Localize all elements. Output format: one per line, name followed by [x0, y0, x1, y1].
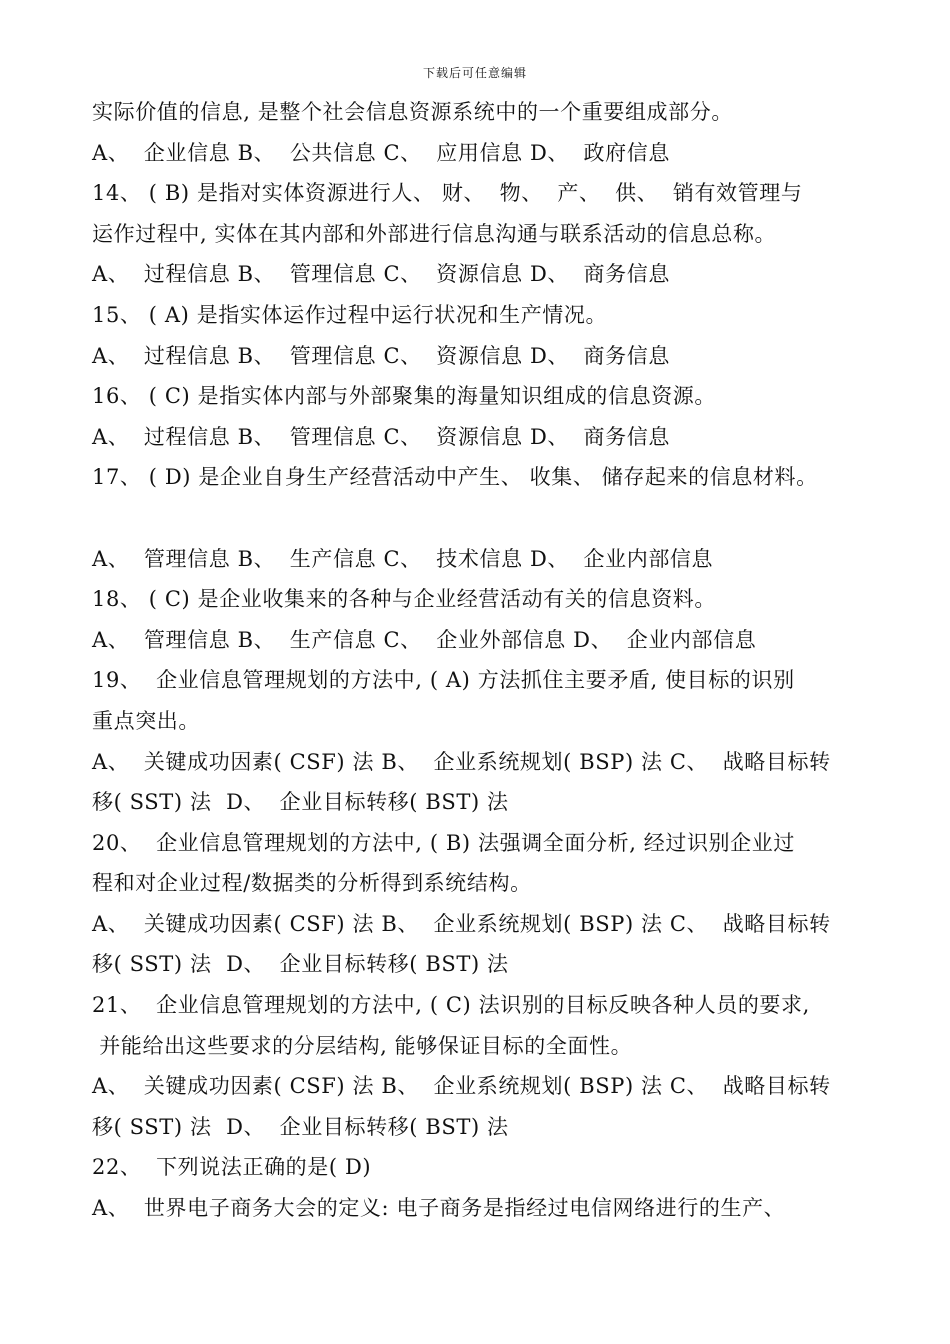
- question-20-line: 20、 企业信息管理规划的方法中, ( B) 法强调全面分析, 经过识别企业过: [92, 830, 795, 855]
- text-line: 运作过程中, 实体在其内部和外部进行信息沟通与联系活动的信息总称。: [92, 221, 777, 246]
- answer-options-line: A、 管理信息 B、 生产信息 C、 技术信息 D、 企业内部信息: [92, 546, 714, 571]
- text-line: 重点突出。: [92, 708, 200, 733]
- answer-options-line: 移( SST) 法 D、 企业目标转移( BST) 法: [92, 790, 509, 815]
- answer-options-line: 移( SST) 法 D、 企业目标转移( BST) 法: [92, 952, 509, 977]
- answer-options-line: A、 管理信息 B、 生产信息 C、 企业外部信息 D、 企业内部信息: [92, 627, 757, 652]
- text-line: 并能给出这些要求的分层结构, 能够保证目标的全面性。: [92, 1033, 633, 1058]
- question-14-line: 14、 ( B) 是指对实体资源进行人、 财、 物、 产、 供、 销有效管理与: [92, 181, 803, 206]
- answer-options-line: A、 关键成功因素( CSF) 法 B、 企业系统规划( BSP) 法 C、 战略目标转: [92, 1074, 831, 1099]
- answer-options-line: A、 过程信息 B、 管理信息 C、 资源信息 D、 商务信息: [92, 343, 670, 368]
- blank-line: [92, 498, 882, 539]
- answer-options-line: A、 关键成功因素( CSF) 法 B、 企业系统规划( BSP) 法 C、 战略目标转: [92, 911, 831, 936]
- answer-options-line: A、 过程信息 B、 管理信息 C、 资源信息 D、 商务信息: [92, 424, 670, 449]
- question-21-line: 21、 企业信息管理规划的方法中, ( C) 法识别的目标反映各种人员的要求,: [92, 993, 810, 1018]
- text-line: 程和对企业过程/数据类的分析得到系统结构。: [92, 871, 532, 896]
- text-line: 实际价值的信息, 是整个社会信息资源系统中的一个重要组成部分。: [92, 100, 733, 124]
- answer-options-line: A、 企业信息 B、 公共信息 C、 应用信息 D、 政府信息: [92, 140, 670, 165]
- answer-options-line: 移( SST) 法 D、 企业目标转移( BST) 法: [92, 1114, 509, 1139]
- answer-options-line: A、 关键成功因素( CSF) 法 B、 企业系统规划( BSP) 法 C、 战略目标转: [92, 749, 831, 774]
- document-body: [92, 92, 882, 1229]
- question-16-line: 16、 ( C) 是指实体内部与外部聚集的海量知识组成的信息资源。: [92, 384, 716, 409]
- question-18-line: 18、 ( C) 是企业收集来的各种与企业经营活动有关的信息资料。: [92, 587, 716, 612]
- page-header-note: 下载后可任意编辑: [422, 66, 527, 80]
- answer-options-line: A、 世界电子商务大会的定义: 电子商务是指经过电信网络进行的生产、: [92, 1196, 786, 1221]
- question-19-line: 19、 企业信息管理规划的方法中, ( A) 方法抓住主要矛盾, 使目标的识别: [92, 668, 795, 693]
- question-17-line: 17、 ( D) 是企业自身生产经营活动中产生、 收集、 储存起来的信息材料。: [92, 465, 818, 490]
- question-15-line: 15、 ( A) 是指实体运作过程中运行状况和生产情况。: [92, 302, 608, 327]
- question-22-line: 22、 下列说法正确的是( D): [92, 1155, 372, 1180]
- answer-options-line: A、 过程信息 B、 管理信息 C、 资源信息 D、 商务信息: [92, 262, 670, 287]
